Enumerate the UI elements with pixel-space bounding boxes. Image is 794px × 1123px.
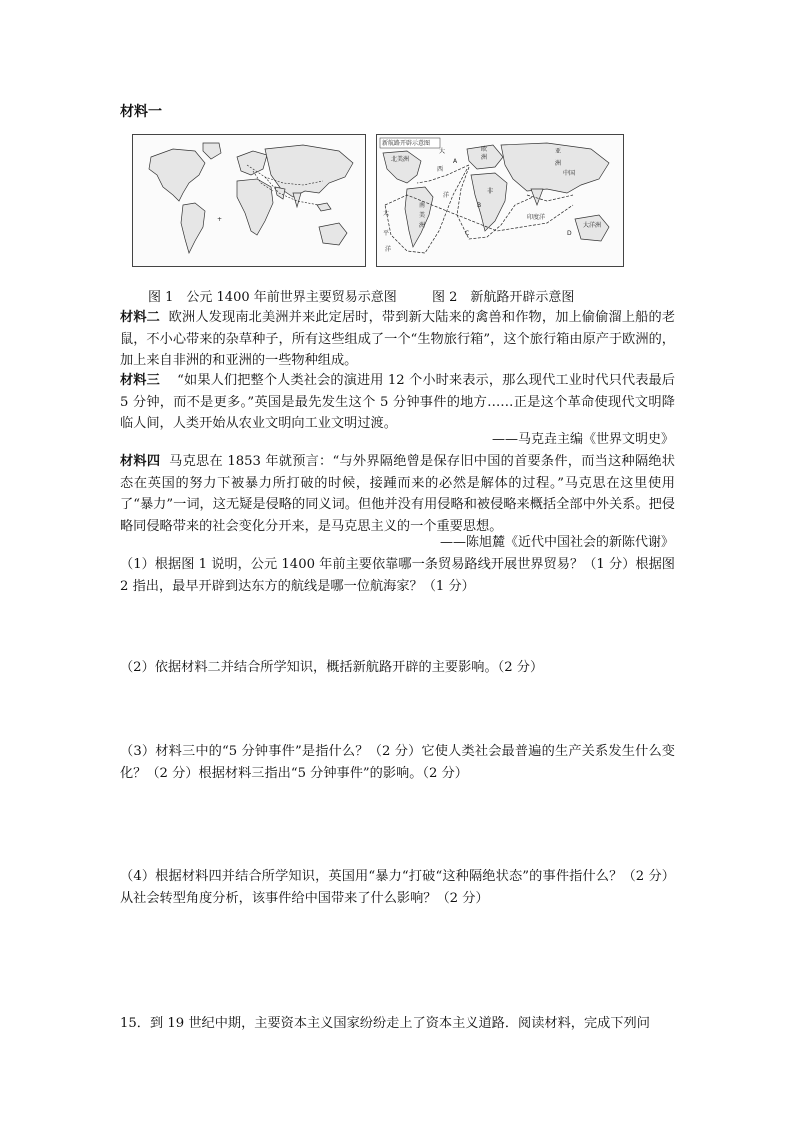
world-trade-map-graphic: [133, 135, 365, 266]
material4-text: 马克思在 1853 年就预言：“与外界隔绝曾是保存旧中国的首要条件，而当这种隔绝状态在英国的努力下被暴力所打破的时候，接踵而来的必然是解体的过程。”马克思在这里使用了“暴力”一词，这无疑是侵略的同义词。但他并没有用侵略和被侵略来概括全部中外关系。把侵略同侵略带来的社会变化分开来，是马克思主义的一个重要思想。: [120, 454, 675, 534]
material4-label: 材料四: [120, 454, 161, 469]
svg-text:洋: 洋: [443, 192, 450, 199]
svg-text:欧: 欧: [481, 146, 488, 153]
svg-text:洲: 洲: [481, 154, 488, 161]
svg-text:洲: 洲: [555, 160, 562, 167]
world-trade-map: [132, 134, 366, 267]
material3-paragraph: [120, 370, 675, 435]
material3-label: 材料三: [120, 373, 160, 388]
fig2-inner-title: 新航路开辟示意图: [382, 140, 431, 147]
material3-text: “如果人们把整个人类社会的演进用 12 个小时来表示，那么现代工业时代只代表最后 5 分钟，而不是更多。”英国是最先发生这个 5 分钟事件的地方……正是这个革命使现代文明降临人间，人类开始从农业文明向工业文明过渡。: [120, 373, 675, 431]
svg-text:大洋洲: 大洋洲: [583, 222, 602, 229]
svg-text:中国: 中国: [563, 170, 576, 177]
question-4: （4）根据材料四并结合所学知识，英国用“暴力“打破“这种隔绝状态”的事件指什么？（2 分）从社会转型角度分析，该事件给中国带来了什么影响？（2 分）: [120, 869, 675, 906]
material4-source: ——陈旭麓《近代中国社会的新陈代谢》: [439, 535, 674, 550]
svg-text:北美洲: 北美洲: [391, 156, 410, 163]
svg-text:平: 平: [383, 230, 390, 237]
svg-text:D: D: [567, 230, 572, 237]
material4-paragraph: [120, 451, 675, 537]
svg-text:洲: 洲: [419, 222, 426, 229]
svg-text:亚: 亚: [555, 148, 562, 155]
svg-text:非: 非: [487, 188, 494, 195]
question-2: （2）依据材料二并结合所学知识，概括新航路开辟的主要影响。（2 分）: [120, 660, 544, 675]
svg-text:+: +: [217, 216, 223, 223]
question-15-intro: 15．到 19 世纪中期，主要资本主义国家纷纷走上了资本主义道路．阅读材料，完成下列问: [120, 1016, 650, 1031]
material2-label: 材料二: [120, 310, 160, 325]
material1-heading: 材料一: [120, 104, 162, 120]
svg-text:大: 大: [439, 148, 446, 155]
svg-text:美: 美: [419, 212, 426, 219]
material2-text: 欧洲人发现南北美洲并来此定居时，带到新大陆来的禽兽和作物，加上偷偷溜上船的老鼠，不小心带来的杂草种子，所有这些组成了一个“生物旅行箱”，这个旅行箱由原产于欧洲的，加上来自非洲的和亚洲的一些物种组成。: [120, 310, 676, 368]
svg-text:A: A: [453, 158, 458, 165]
svg-text:C: C: [465, 230, 470, 237]
svg-text:洋: 洋: [385, 246, 392, 253]
svg-text:太: 太: [383, 210, 390, 217]
question-1: （1）根据图 1 说明，公元 1400 年前主要依靠哪一条贸易路线开展世界贸易？（1 分）根据图 2 指出，最早开辟到达东方的航线是哪一位航海家？（1 分）: [120, 557, 675, 594]
svg-text:印度洋: 印度洋: [527, 214, 546, 221]
material3-source: ——马克垚主编《世界文明史》: [491, 432, 674, 447]
svg-text:南: 南: [419, 202, 426, 209]
fig2-caption: 图 2 新航路开辟示意图: [432, 290, 575, 305]
svg-text:西: 西: [437, 166, 444, 173]
new-sea-routes-map: [376, 134, 624, 267]
question-3: （3）材料三中的“5 分钟事件”是指什么？（2 分）它使人类社会最普遍的生产关系发生什么变化？（2 分）根据材料三指出“5 分钟事件”的影响。（2 分）: [120, 744, 675, 781]
new-sea-routes-map-graphic: [377, 135, 623, 266]
fig1-caption: 图 1 公元 1400 年前世界主要贸易示意图: [148, 290, 397, 305]
material2-paragraph: [120, 307, 675, 372]
svg-text:B: B: [477, 202, 482, 209]
